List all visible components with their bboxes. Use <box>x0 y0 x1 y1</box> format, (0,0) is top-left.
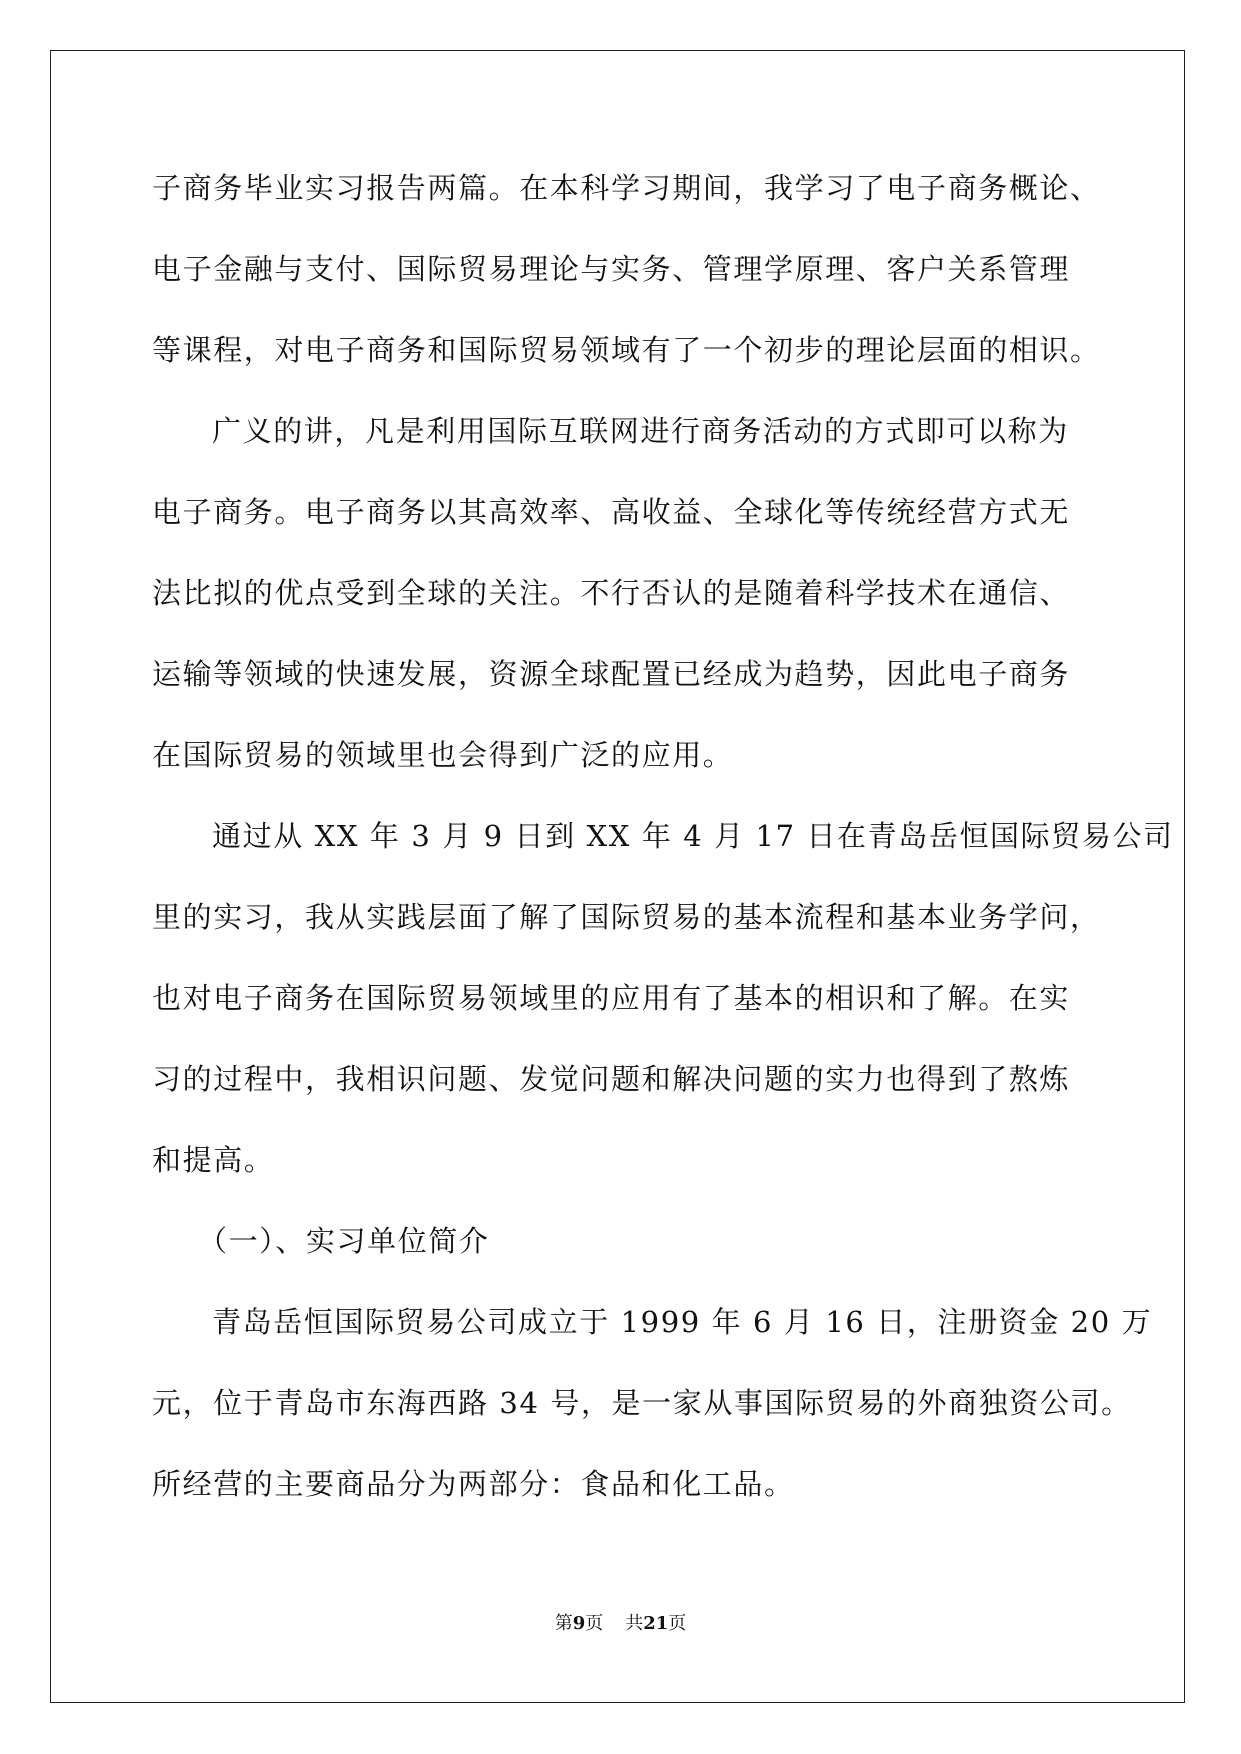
page-footer <box>0 1612 1241 1636</box>
paragraph-line: 也对电子商务在国际贸易领域里的应用有了基本的相识和了解。在实 <box>152 981 1071 1015</box>
total-suffix: 页 <box>668 1613 687 1634</box>
paragraph-line: 和提高。 <box>152 1143 275 1177</box>
paragraph-line: 通过从 XX 年 3 月 9 日到 XX 年 4 月 17 日在青岛岳恒国际贸易公司 <box>212 819 1174 853</box>
document-body <box>152 148 1174 1525</box>
page-prefix: 第 <box>554 1613 573 1634</box>
paragraph-line: 广义的讲，凡是利用国际互联网进行商务活动的方式即可以称为 <box>212 414 1069 448</box>
paragraph-line: 子商务毕业实习报告两篇。在本科学习期间，我学习了电子商务概论、 <box>152 171 1101 205</box>
page-number: 9 <box>572 1613 586 1634</box>
paragraph-line: 电子商务。电子商务以其高效率、高收益、全球化等传统经营方式无 <box>152 495 1071 529</box>
paragraph-line: 运输等领域的快速发展，资源全球配置已经成为趋势，因此电子商务 <box>152 657 1071 691</box>
paragraph-line: 元，位于青岛市东海西路 34 号，是一家从事国际贸易的外商独资公司。 <box>152 1386 1132 1420</box>
paragraph-line: 青岛岳恒国际贸易公司成立于 1999 年 6 月 16 日，注册资金 20 万 <box>212 1305 1153 1339</box>
paragraph-line: 里的实习，我从实践层面了解了国际贸易的基本流程和基本业务学问， <box>152 900 1101 934</box>
paragraph-line: 所经营的主要商品分为两部分：食品和化工品。 <box>152 1467 795 1501</box>
paragraph-line: 电子金融与支付、国际贸易理论与实务、管理学原理、客户关系管理 <box>152 252 1071 286</box>
paragraph-line: 习的过程中，我相识问题、发觉问题和解决问题的实力也得到了熬炼 <box>152 1062 1071 1096</box>
paragraph-line: 等课程，对电子商务和国际贸易领域有了一个初步的理论层面的相识。 <box>152 333 1101 367</box>
total-pages: 21 <box>643 1613 669 1634</box>
paragraph-line: 法比拟的优点受到全球的关注。不行否认的是随着科学技术在通信、 <box>152 576 1071 610</box>
paragraph-line: 在国际贸易的领域里也会得到广泛的应用。 <box>152 738 734 772</box>
page-suffix: 页 <box>585 1613 604 1634</box>
total-prefix: 共 <box>625 1613 644 1634</box>
section-heading: （一）、实习单位简介 <box>198 1224 490 1258</box>
